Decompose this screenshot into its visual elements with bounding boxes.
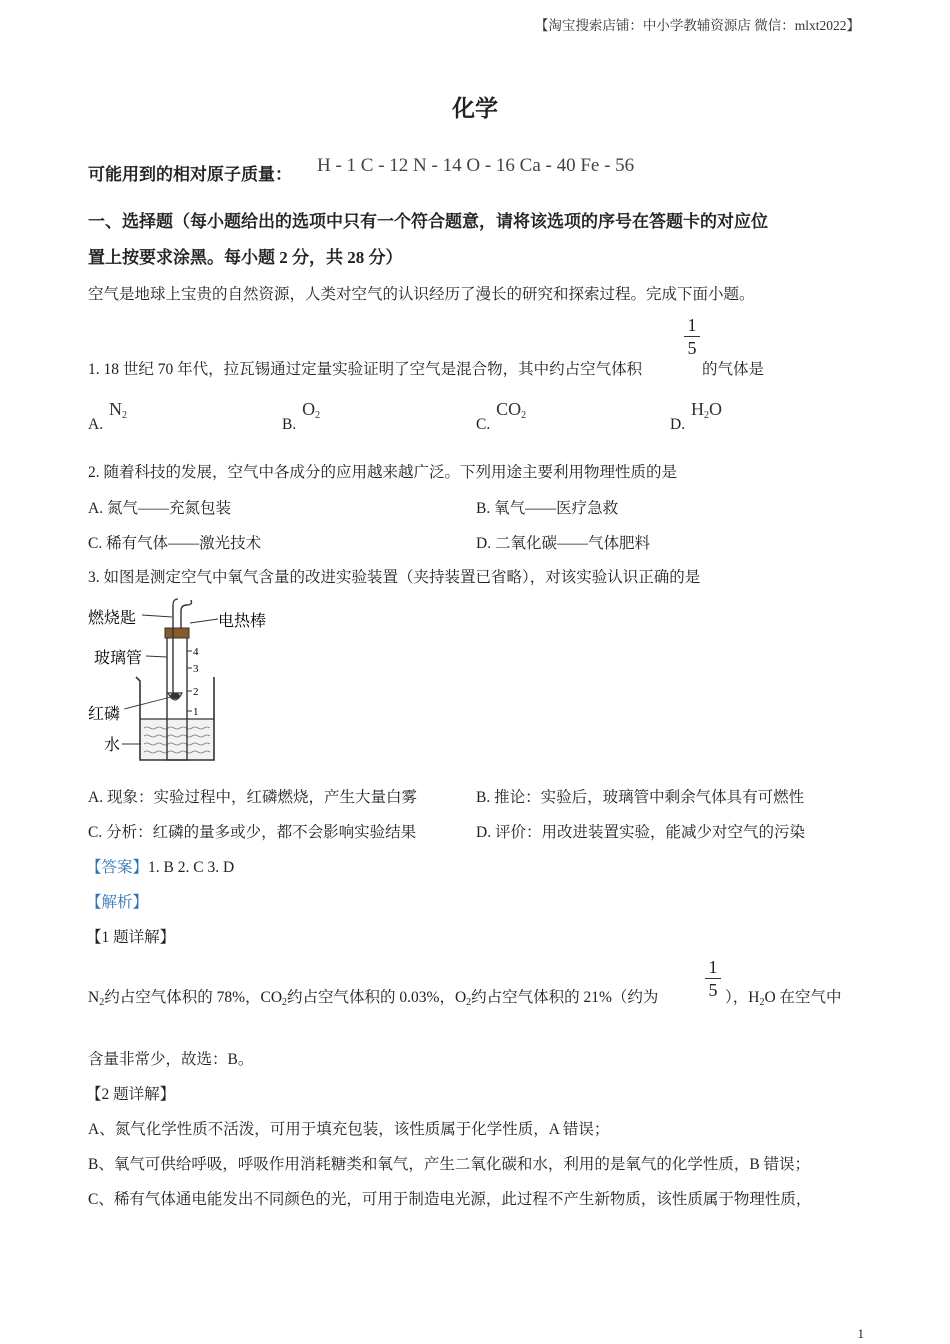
detail1-line2: 含量非常少，故选：B。 — [88, 1051, 254, 1068]
page-number: 1 — [857, 1326, 864, 1341]
option-formula: $N_2$ — [108, 399, 127, 421]
option-formula: $O_2$ — [302, 399, 321, 421]
q1-stem: 1. 18 世纪 70 年代，拉瓦锡通过定量实验证明了空气是混合物，其中约占空气体积 — [88, 361, 643, 378]
answer-text: 1. B 2. C 3. D — [148, 859, 235, 876]
option-letter: A. — [88, 416, 104, 433]
q3-stem: 3. 如图是测定空气中氧气含量的改进实验装置（夹持装置已省略），对该实验认识正确的是 — [88, 569, 701, 586]
q1-option-b — [282, 399, 321, 435]
answer-tag: 【答案】 — [86, 859, 149, 876]
water-fill — [140, 719, 214, 760]
scale-ticks — [187, 651, 192, 711]
fraction-bar — [684, 336, 700, 337]
q2-stem: 2. 随着科技的发展，空气中各成分的应用越来越广泛。下列用途主要利用物理性质的是 — [88, 464, 678, 481]
q1-option-d — [670, 399, 722, 435]
fraction-denominator: 5 — [708, 980, 718, 1000]
q1-option-c — [476, 399, 527, 435]
apparatus-figure — [86, 595, 286, 770]
scale-4: 4 — [193, 646, 199, 658]
page-title: 化学 — [452, 96, 498, 121]
fraction-bar — [705, 978, 721, 979]
q3-option-d: D. 评价：用改进装置实验，能减少对空气的污染 — [476, 824, 805, 841]
detail1-text: $N_2$约占空气体积的 78%，$CO_2$约占空气体积的 0.03%，$O_2$约占空气体积的 21%（约为 — [88, 989, 659, 1008]
detail2-b: B、氧气可供给呼吸，呼吸作用消耗糖类和氧气，产生二氧化碳和水，利用的是氧气的化学性质，B 错误； — [88, 1156, 811, 1173]
fraction-numerator: 1 — [708, 957, 718, 977]
detail1-fraction — [704, 956, 722, 1001]
atomic-mass-values: H - 1 C - 12 N - 14 O - 16 Ca - 40 Fe - 56 — [317, 155, 635, 176]
q2-option-b: B. 氧气——医疗急救 — [476, 500, 619, 517]
option-formula: $CO_2$ — [496, 399, 527, 421]
section-intro: 空气是地球上宝贵的自然资源，人类对空气的认识经历了漫长的研究和探索过程。完成下面小题。 — [88, 286, 755, 303]
fraction-numerator: 1 — [687, 315, 697, 335]
option-letter: C. — [476, 416, 491, 433]
q3-option-c: C. 分析：红磷的量多或少，都不会影响实验结果 — [88, 824, 417, 841]
detail1-text-end: ），$H_2O$ 在空气中 — [725, 989, 842, 1008]
atomic-mass-label: 可能用到的相对原子质量： — [88, 165, 292, 184]
detail2-a: A、氮气化学性质不活泼，可用于填充包装，该性质属于化学性质，A 错误； — [88, 1121, 610, 1138]
q2-option-a: A. 氮气——充氮包装 — [88, 500, 231, 517]
analysis-tag: 【解析】 — [86, 894, 149, 911]
q1-stem-end: 的气体是 — [702, 361, 765, 378]
q1-option-a — [88, 399, 127, 435]
option-letter: B. — [282, 416, 297, 433]
q3-option-a: A. 现象：实验过程中，红磷燃烧，产生大量白雾 — [88, 789, 417, 806]
section-title-line2: 置上按要求涂黑。每小题 2 分，共 28 分） — [88, 248, 403, 267]
label-water: 水 — [104, 737, 121, 754]
label-tube: 玻璃管 — [94, 650, 143, 667]
label-rod: 电热棒 — [218, 613, 267, 630]
q2-option-d: D. 二氧化碳——气体肥料 — [476, 535, 650, 552]
scale-3: 3 — [193, 663, 199, 675]
detail2-tag: 【2 题详解】 — [86, 1086, 176, 1103]
fraction-denominator: 5 — [687, 338, 697, 358]
rubber-stopper — [165, 628, 189, 638]
red-phosphorus — [170, 693, 180, 699]
option-formula: $H_2O$ — [690, 399, 722, 421]
q2-option-c: C. 稀有气体——激光技术 — [88, 535, 262, 552]
scale-2: 2 — [193, 686, 199, 698]
electric-rod — [181, 600, 192, 628]
answer-line — [86, 855, 234, 877]
option-letter: D. — [670, 416, 686, 433]
section-title-line1: 一、选择题（每小题给出的选项中只有一个符合题意，请将该选项的序号在答题卡的对应位 — [88, 212, 768, 231]
detail2-c: C、稀有气体通电能发出不同颜色的光，可用于制造电光源，此过程不产生新物质，该性质属于物理性质， — [88, 1191, 812, 1208]
scale-1: 1 — [193, 706, 199, 718]
header-note: 【淘宝搜索店铺：中小学教辅资源店 微信：mlxt2022】 — [534, 18, 860, 33]
q3-option-b: B. 推论：实验后，玻璃管中剩余气体具有可燃性 — [476, 789, 805, 806]
label-spoon: 燃烧匙 — [88, 610, 137, 627]
q1-fraction — [683, 314, 701, 359]
label-phosphorus: 红磷 — [88, 706, 121, 723]
detail1-tag: 【1 题详解】 — [86, 929, 176, 946]
